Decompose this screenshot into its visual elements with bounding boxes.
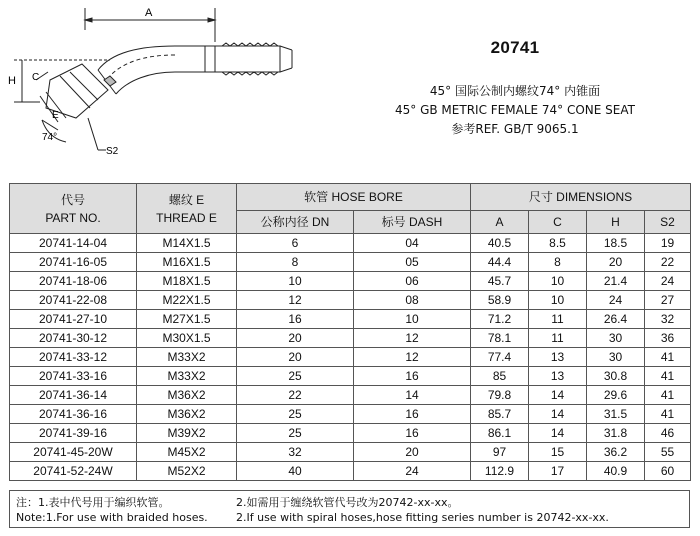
tail-end xyxy=(280,46,292,50)
table-row xyxy=(10,291,691,310)
dim-e-label: E xyxy=(52,110,59,121)
table-row xyxy=(10,367,691,386)
cell-dash: 16 xyxy=(354,424,471,443)
cell-h: 36.2 xyxy=(587,443,645,462)
notes-box xyxy=(9,490,690,528)
cell-a: 85 xyxy=(471,367,529,386)
cell-h: 40.9 xyxy=(587,462,645,481)
s2-leader xyxy=(88,118,98,150)
header-hose-bore: 软管 HOSE BORE xyxy=(237,184,471,211)
cell-dn: 32 xyxy=(237,443,354,462)
cell-dash: 12 xyxy=(354,329,471,348)
cell-c: 14 xyxy=(529,424,587,443)
cell-part: 20741-18-06 xyxy=(10,272,137,291)
cell-dash: 20 xyxy=(354,443,471,462)
cell-thread: M36X2 xyxy=(137,405,237,424)
cell-dn: 22 xyxy=(237,386,354,405)
cell-a: 86.1 xyxy=(471,424,529,443)
header-thread xyxy=(137,184,237,234)
cell-c: 8.5 xyxy=(529,234,587,253)
cell-dash: 08 xyxy=(354,291,471,310)
cell-dash: 04 xyxy=(354,234,471,253)
cell-a: 58.9 xyxy=(471,291,529,310)
cell-part: 20741-39-16 xyxy=(10,424,137,443)
fitting-drawing xyxy=(0,0,330,175)
cell-dash: 16 xyxy=(354,367,471,386)
cell-s2: 22 xyxy=(645,253,691,272)
cell-dash: 14 xyxy=(354,386,471,405)
cell-s2: 60 xyxy=(645,462,691,481)
cell-c: 8 xyxy=(529,253,587,272)
dim-a-arrow-right xyxy=(208,18,215,22)
cell-dash: 24 xyxy=(354,462,471,481)
cell-s2: 41 xyxy=(645,405,691,424)
dim-s2-label: S2 xyxy=(106,146,119,157)
table-row xyxy=(10,405,691,424)
note-1-cn: 注：1.表中代号用于编织软管。 xyxy=(16,496,170,509)
cell-h: 18.5 xyxy=(587,234,645,253)
tail-end xyxy=(280,68,292,72)
cell-c: 11 xyxy=(529,310,587,329)
cell-part: 20741-33-12 xyxy=(10,348,137,367)
header-dash: 标号 DASH xyxy=(354,211,471,234)
cell-h: 24 xyxy=(587,291,645,310)
cell-dash: 10 xyxy=(354,310,471,329)
cell-s2: 32 xyxy=(645,310,691,329)
cell-part: 20741-45-20W xyxy=(10,443,137,462)
cell-h: 30.8 xyxy=(587,367,645,386)
cell-dn: 16 xyxy=(237,310,354,329)
cell-s2: 19 xyxy=(645,234,691,253)
body-hatch xyxy=(104,76,116,86)
cell-c: 15 xyxy=(529,443,587,462)
cell-s2: 27 xyxy=(645,291,691,310)
cell-thread: M52X2 xyxy=(137,462,237,481)
cell-h: 30 xyxy=(587,348,645,367)
cell-dash: 12 xyxy=(354,348,471,367)
cell-c: 11 xyxy=(529,329,587,348)
cell-dash: 06 xyxy=(354,272,471,291)
cell-part: 20741-36-14 xyxy=(10,386,137,405)
cell-h: 31.5 xyxy=(587,405,645,424)
cell-a: 79.8 xyxy=(471,386,529,405)
cell-a: 85.7 xyxy=(471,405,529,424)
header-a: A xyxy=(471,211,529,234)
note-1-en: Note:1.For use with braided hoses. xyxy=(16,511,208,524)
cell-part: 20741-30-12 xyxy=(10,329,137,348)
cell-part: 20741-27-10 xyxy=(10,310,137,329)
cell-dn: 20 xyxy=(237,329,354,348)
header-dimensions: 尺寸 DIMENSIONS xyxy=(471,184,691,211)
table-row xyxy=(10,310,691,329)
cell-dn: 6 xyxy=(237,234,354,253)
table-row xyxy=(10,462,691,481)
cell-thread: M16X1.5 xyxy=(137,253,237,272)
cell-thread: M22X1.5 xyxy=(137,291,237,310)
cell-a: 97 xyxy=(471,443,529,462)
cell-a: 112.9 xyxy=(471,462,529,481)
bend-outer xyxy=(98,46,175,70)
header-thread-cn: 螺纹 E xyxy=(168,192,205,207)
description-cn: 45° 国际公制内螺纹74° 内锥面 xyxy=(429,84,601,98)
cell-s2: 36 xyxy=(645,329,691,348)
cell-dash: 05 xyxy=(354,253,471,272)
table-row xyxy=(10,443,691,462)
cell-c: 13 xyxy=(529,367,587,386)
cell-dn: 12 xyxy=(237,291,354,310)
header-s2: S2 xyxy=(645,211,691,234)
cell-c: 17 xyxy=(529,462,587,481)
spec-table xyxy=(9,183,691,481)
cell-h: 31.8 xyxy=(587,424,645,443)
cell-dn: 20 xyxy=(237,348,354,367)
cell-h: 30 xyxy=(587,329,645,348)
cell-s2: 41 xyxy=(645,367,691,386)
cell-part: 20741-52-24W xyxy=(10,462,137,481)
table-row xyxy=(10,234,691,253)
header-dn: 公称内径 DN xyxy=(237,211,354,234)
cell-dn: 10 xyxy=(237,272,354,291)
angle-label: 74° xyxy=(42,132,58,143)
header-h: H xyxy=(587,211,645,234)
cell-s2: 55 xyxy=(645,443,691,462)
cell-dn: 25 xyxy=(237,367,354,386)
cell-a: 71.2 xyxy=(471,310,529,329)
table-row xyxy=(10,329,691,348)
bend-inner xyxy=(116,72,175,94)
cell-dash: 16 xyxy=(354,405,471,424)
cell-c: 10 xyxy=(529,291,587,310)
cell-a: 78.1 xyxy=(471,329,529,348)
cell-part: 20741-22-08 xyxy=(10,291,137,310)
header-part-no xyxy=(10,184,137,234)
cell-thread: M27X1.5 xyxy=(137,310,237,329)
cell-c: 13 xyxy=(529,348,587,367)
cell-dn: 40 xyxy=(237,462,354,481)
cell-thread: M18X1.5 xyxy=(137,272,237,291)
note-2-cn: 2.如需用于缠绕软管代号改为20742-xx-xx。 xyxy=(236,496,459,509)
cell-h: 29.6 xyxy=(587,386,645,405)
tail-outline xyxy=(175,46,280,72)
table-row xyxy=(10,272,691,291)
cell-a: 45.7 xyxy=(471,272,529,291)
cell-thread: M14X1.5 xyxy=(137,234,237,253)
note-2-en: 2.If use with spiral hoses,hose fitting series number is 20742-xx-xx. xyxy=(236,511,609,524)
dim-c-label: C xyxy=(32,72,40,83)
table-row xyxy=(10,253,691,272)
cell-s2: 24 xyxy=(645,272,691,291)
cell-h: 26.4 xyxy=(587,310,645,329)
cell-s2: 41 xyxy=(645,386,691,405)
cell-part: 20741-16-05 xyxy=(10,253,137,272)
cell-a: 44.4 xyxy=(471,253,529,272)
bend-bore xyxy=(108,55,175,78)
table-row xyxy=(10,348,691,367)
cell-h: 21.4 xyxy=(587,272,645,291)
reference-standard: 参考REF. GB/T 9065.1 xyxy=(451,122,579,136)
cell-a: 40.5 xyxy=(471,234,529,253)
nut-hex-line xyxy=(60,76,90,108)
cell-thread: M30X1.5 xyxy=(137,329,237,348)
description-en: 45° GB METRIC FEMALE 74° CONE SEAT xyxy=(395,103,635,117)
cell-thread: M33X2 xyxy=(137,367,237,386)
cell-thread: M39X2 xyxy=(137,424,237,443)
cell-part: 20741-33-16 xyxy=(10,367,137,386)
table-row xyxy=(10,386,691,405)
dim-a-arrow-left xyxy=(85,18,92,22)
cell-part: 20741-14-04 xyxy=(10,234,137,253)
header-part-cn: 代号 xyxy=(60,192,85,207)
cell-s2: 41 xyxy=(645,348,691,367)
cell-dn: 25 xyxy=(237,424,354,443)
cell-thread: M36X2 xyxy=(137,386,237,405)
header-block xyxy=(350,38,680,139)
cell-dn: 8 xyxy=(237,253,354,272)
header-part-en: PART NO. xyxy=(45,210,101,225)
header-thread-en: THREAD E xyxy=(156,210,217,225)
dim-a-label: A xyxy=(145,7,153,19)
header-c: C xyxy=(529,211,587,234)
cell-c: 14 xyxy=(529,405,587,424)
cell-h: 20 xyxy=(587,253,645,272)
table-row xyxy=(10,424,691,443)
cell-part: 20741-36-16 xyxy=(10,405,137,424)
part-number-title: 20741 xyxy=(490,38,540,57)
cell-s2: 46 xyxy=(645,424,691,443)
cell-thread: M33X2 xyxy=(137,348,237,367)
cell-dn: 25 xyxy=(237,405,354,424)
cell-c: 14 xyxy=(529,386,587,405)
cell-a: 77.4 xyxy=(471,348,529,367)
dim-h-label: H xyxy=(8,75,16,87)
cell-thread: M45X2 xyxy=(137,443,237,462)
cell-c: 10 xyxy=(529,272,587,291)
